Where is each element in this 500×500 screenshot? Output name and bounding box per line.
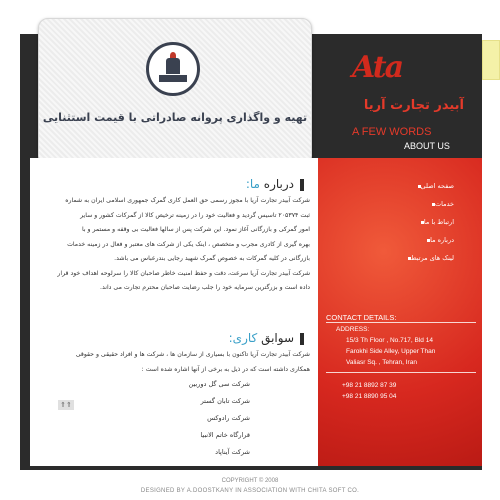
- left-border: [20, 158, 30, 470]
- address-label: ADDRESS:: [336, 326, 370, 333]
- history-title: سوابق کاری:: [228, 331, 294, 345]
- history-paragraph: شرکت آبیدر تجارت آریا تاکنون با بسیاری از سازمان ها ، شرکت ها و افراد حقیقی و حقوقی همکاری داشته است که در ذیل به برخی از آنها اشاره شده است :: [75, 351, 310, 373]
- main-content: [30, 158, 318, 470]
- bottom-border: [20, 466, 482, 470]
- corner-tab: [482, 40, 500, 80]
- scroll-top-icon[interactable]: ⇑⇑: [58, 400, 74, 410]
- contact-heading: CONTACT DETAILS:: [326, 313, 397, 322]
- copyright-text: COPYRIGHT © 2008: [221, 478, 279, 484]
- company-list: [150, 380, 250, 470]
- list-item: قرارگاه خاتم الانبیا: [200, 431, 250, 439]
- designer-credit: DESIGNED BY A.DOOSTKANY IN ASSOCIATION WITH CHITA SOFT CO.: [140, 488, 360, 494]
- address-line: Farokhi Side Alley, Upper Than: [346, 348, 436, 355]
- list-item: شرکت آیناپاد: [215, 448, 250, 456]
- brand-logo[interactable]: [352, 50, 442, 90]
- address-line: 15/3 Th Floor , No.717, Bld 14: [346, 337, 433, 344]
- nav-item-about[interactable]: درباره ما: [324, 236, 454, 244]
- divider: [326, 372, 476, 373]
- list-item: شرکت سی گل دوربین: [188, 380, 250, 388]
- address-line: Valiasr Sq. , Tehran, Iran: [346, 359, 417, 366]
- banner-card: [38, 18, 312, 166]
- customs-logo-icon: [146, 42, 200, 96]
- about-paragraph: شرکت آبیدر تجارت آریا با مجوز رسمی حق العمل کاری گمرک جمهوری اسلامی ایران به شماره ثبت ۲۰۵۳۷۴ تاسیس گردید و فعالیت خود را در زمینه ترخیص کالا از گمرکات کشور و سایر امور گمرکی و بازرگانی آغاز نمود. این شرکت پس از سالها فعالیت بی وقفه و مستمر و با بهره گیری از کادری مجرب و متخصص ، اینک یکی از شرکت های معتبر و فعال در زمینه خدمات بازرگانی در کلیه گمرکات به خصوص گمرک شهید رجایی بندرعباس می باشد. شرکت آبیدر تجارت آریا سرعت، دقت و حفظ امنیت خاطر صاحبان کالا را سرلوحه اهداف خود قرار داده است و بزرگترین سرمایه خود را جلب رضایت صاحبان محترم تجارت می داند.: [57, 197, 310, 291]
- list-item: شرکت تابان گستر: [200, 397, 250, 405]
- section-marker: [300, 333, 304, 345]
- divider: [326, 322, 476, 323]
- section-marker: [300, 179, 304, 191]
- list-item: شرکت رادوکس: [207, 414, 250, 422]
- nav-item-links[interactable]: لینک های مرتبط: [324, 254, 454, 262]
- nav-item-contact[interactable]: ارتباط با ما: [324, 218, 454, 226]
- about-us-heading: ABOUT US: [404, 141, 450, 151]
- few-words-heading: A FEW WORDS: [352, 126, 432, 138]
- about-title: درباره ما:: [245, 177, 294, 191]
- logo-mark: Ata: [352, 50, 403, 85]
- banner-tagline: تهیه و واگذاری پروانه صادراتی با قیمت استثنایی: [42, 111, 308, 124]
- nav-item-services[interactable]: خدمات: [324, 200, 454, 208]
- nav-item-home[interactable]: صفحه اصلی: [324, 182, 454, 190]
- phone-number[interactable]: +98 21 8890 95 04: [342, 393, 397, 400]
- brand-name: آبیدر تجارت آریا: [363, 98, 464, 113]
- phone-number[interactable]: +98 21 8892 87 39: [342, 382, 397, 389]
